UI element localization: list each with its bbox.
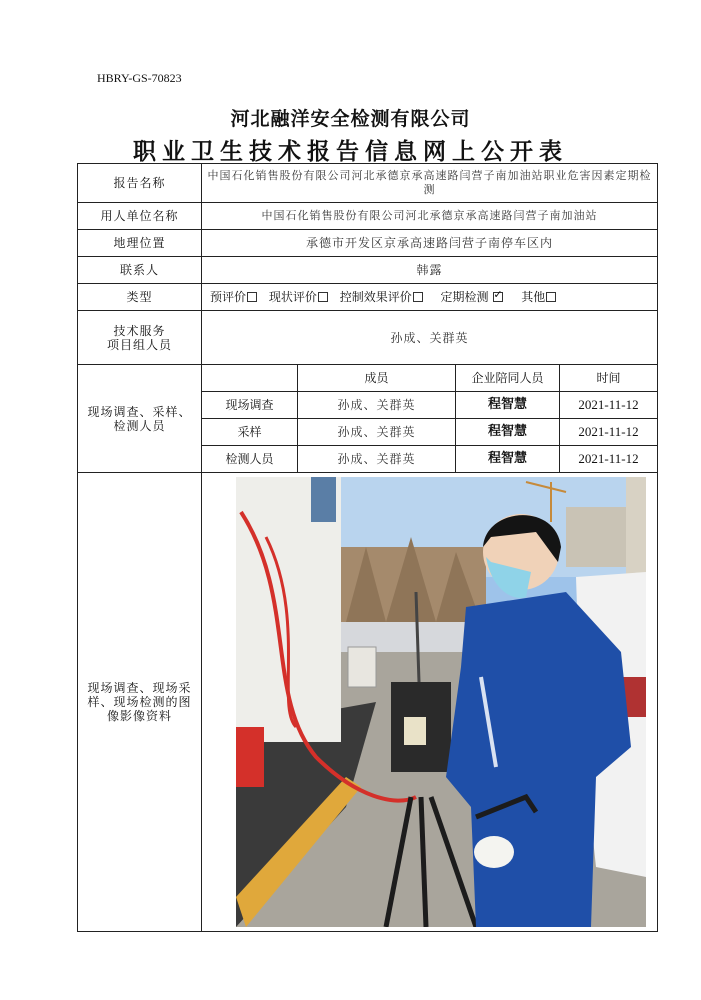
type-option-label: 控制效果评价 bbox=[339, 290, 412, 304]
survey-task: 现场调查 bbox=[202, 392, 298, 419]
survey-date: 2021-11-12 bbox=[560, 419, 658, 446]
type-options bbox=[202, 284, 658, 311]
employer-value: 中国石化销售股份有限公司河北承德京承高速路闫营子南加油站 bbox=[202, 203, 658, 230]
images-label bbox=[78, 473, 202, 932]
photo-building bbox=[566, 507, 636, 567]
disclosure-table bbox=[77, 163, 658, 932]
photo-building bbox=[626, 477, 646, 577]
site-photo-cell bbox=[202, 473, 658, 932]
survey-date: 2021-11-12 bbox=[560, 392, 658, 419]
images-label-line3: 像影像资料 bbox=[106, 709, 172, 723]
survey-header-row bbox=[78, 365, 658, 392]
photo-pump-screen bbox=[311, 477, 336, 522]
survey-escort: 程智慧 bbox=[456, 446, 560, 473]
document-id: HBRY-GS-70823 bbox=[97, 71, 182, 85]
survey-label-line1: 现场调查、采样、 bbox=[87, 404, 192, 419]
photo-worker-glove bbox=[474, 836, 514, 868]
contact-value: 韩露 bbox=[202, 257, 658, 284]
checkbox-checked-icon[interactable] bbox=[493, 292, 503, 302]
survey-date: 2021-11-12 bbox=[560, 446, 658, 473]
row-report-name bbox=[78, 164, 658, 203]
tech-team-label-line2: 项目组人员 bbox=[106, 337, 172, 352]
survey-col-time: 时间 bbox=[560, 365, 658, 392]
type-option-label: 其他 bbox=[521, 290, 546, 304]
report-name-label: 报告名称 bbox=[78, 164, 202, 203]
survey-label bbox=[78, 365, 202, 473]
photo-detector-label bbox=[404, 717, 426, 745]
survey-label-line2: 检测人员 bbox=[113, 418, 166, 433]
photo-nozzle-holder bbox=[348, 647, 376, 687]
contact-label: 联系人 bbox=[78, 257, 202, 284]
type-option-label: 现状评价 bbox=[268, 290, 317, 304]
type-option-control-effect[interactable] bbox=[340, 290, 423, 304]
row-type bbox=[78, 284, 658, 311]
location-label: 地理位置 bbox=[78, 230, 202, 257]
survey-escort: 程智慧 bbox=[456, 419, 560, 446]
survey-task: 采样 bbox=[202, 419, 298, 446]
checkbox-icon[interactable] bbox=[546, 292, 556, 302]
row-images bbox=[78, 473, 658, 932]
report-name-value: 中国石化销售股份有限公司河北承德京承高速路闫营子南加油站职业危害因素定期检测 bbox=[202, 164, 658, 203]
company-name: 河北融洋安全检测有限公司 bbox=[230, 108, 471, 130]
checkbox-icon[interactable] bbox=[247, 292, 257, 302]
location-value: 承德市开发区京承高速路闫营子南停车区内 bbox=[202, 230, 658, 257]
survey-col-task bbox=[202, 365, 298, 392]
type-option-status-evaluation[interactable] bbox=[269, 290, 328, 304]
checkbox-icon[interactable] bbox=[318, 292, 328, 302]
type-option-pre-evaluation[interactable] bbox=[210, 290, 257, 304]
type-option-periodic-test[interactable] bbox=[441, 290, 504, 304]
site-photo bbox=[236, 477, 646, 927]
row-employer bbox=[78, 203, 658, 230]
photo-pump-base bbox=[236, 727, 264, 787]
row-location bbox=[78, 230, 658, 257]
type-option-label: 预评价 bbox=[210, 290, 247, 304]
row-contact bbox=[78, 257, 658, 284]
employer-label: 用人单位名称 bbox=[78, 203, 202, 230]
type-option-label: 定期检测 bbox=[440, 290, 489, 304]
survey-task: 检测人员 bbox=[202, 446, 298, 473]
survey-members: 孙成、关群英 bbox=[298, 446, 456, 473]
checkbox-icon[interactable] bbox=[413, 292, 423, 302]
type-option-other[interactable] bbox=[521, 290, 556, 304]
page-title: 职业卫生技术报告信息网上公开表 bbox=[133, 138, 568, 165]
row-tech-team bbox=[78, 311, 658, 365]
tech-team-value: 孙成、关群英 bbox=[202, 311, 658, 365]
type-label: 类型 bbox=[78, 284, 202, 311]
survey-col-members: 成员 bbox=[298, 365, 456, 392]
tech-team-label bbox=[78, 311, 202, 365]
survey-members: 孙成、关群英 bbox=[298, 419, 456, 446]
images-label-line2: 样、现场检测的图 bbox=[87, 695, 192, 709]
survey-col-escort: 企业陪同人员 bbox=[456, 365, 560, 392]
tech-team-label-line1: 技术服务 bbox=[113, 323, 166, 338]
survey-members: 孙成、关群英 bbox=[298, 392, 456, 419]
images-label-line1: 现场调查、现场采 bbox=[87, 681, 192, 695]
survey-escort: 程智慧 bbox=[456, 392, 560, 419]
